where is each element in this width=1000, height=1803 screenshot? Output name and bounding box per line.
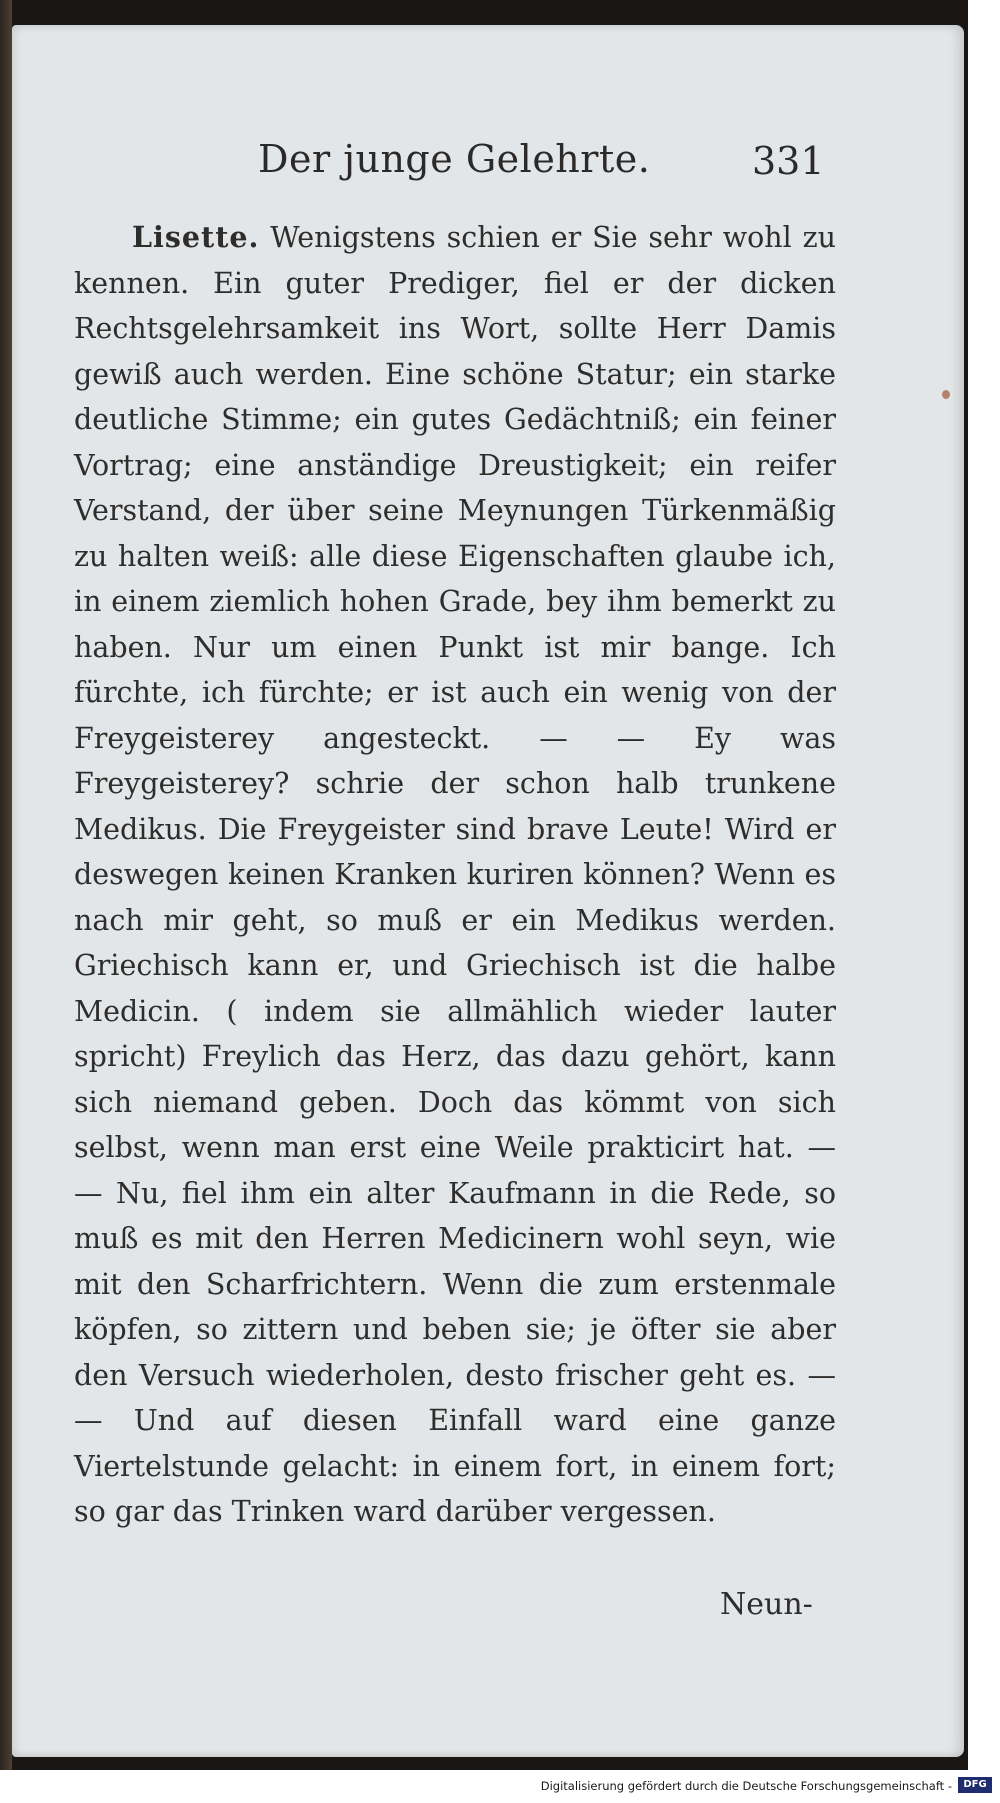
body-text: Wenigstens schien er Sie sehr wohl zu kennen. Ein guter Prediger, fiel er der dicken Rechtsgelehrsamkeit ins Wort, sollte Herr Damis gewiß auch werden. Eine schöne Statur; ein starke deutliche Stimme; ein gutes Gedächtniß; ein feiner Vortrag; eine anständige Dreustigkeit; ein reifer Verstand, der über seine Meynungen Türkenmäßig zu halten weiß: alle diese Eigenschaften glaube ich, in einem ziemlich hohen Grade, bey ihm bemerkt zu haben. Nur um einen Punkt ist mir bange. Ich fürchte, ich fürchte; er ist auch ein wenig von der Freygeisterey angesteckt. — — Ey was Freygeisterey? schrie der schon halb trunkene Medikus. Die Freygeister sind brave Leute! Wird er deswegen keinen Kranken kuriren können? Wenn es nach mir geht, so muß er ein Medikus werden. Griechisch kann er, und Griechisch ist die halbe Medicin. ( indem sie allmählich wieder lauter spricht) Freylich das Herz, das dazu gehört, kann sich niemand geben. Doch das kömmt von sich selbst, wenn man erst eine Weile prakticirt hat. — — Nu, fiel ihm ein alter Kaufmann in die Rede, so muß es mit den Herren Medicinern wohl seyn, wie mit den Scharfrichtern. Wenn die zum erstenmale köpfen, so zittern und beben sie; je öfter sie aber den Versuch wiederholen, desto frischer geht es. — — Und auf diesen Einfall ward eine ganze Viertelstunde gelacht: in einem fort, in einem fort; so gar das Trinken ward darüber vergessen. — [74, 221, 836, 1528]
catchword: Neun- — [720, 1587, 813, 1622]
running-title: Der junge Gelehrte. — [258, 137, 651, 181]
page-number: 331 — [752, 139, 825, 183]
footer-bar — [0, 1770, 1000, 1803]
paper-speck — [942, 390, 950, 399]
page-header — [12, 25, 964, 183]
speaker-name: Lisette. — [132, 220, 260, 254]
dfg-logo: DFG — [958, 1777, 992, 1793]
body-text-block — [74, 215, 836, 1535]
funding-credit: Digitalisierung gefördert durch die Deutsche Forschungsgemeinschaft - — [540, 1779, 952, 1793]
book-edge — [0, 0, 12, 1770]
book-page — [12, 25, 964, 1757]
